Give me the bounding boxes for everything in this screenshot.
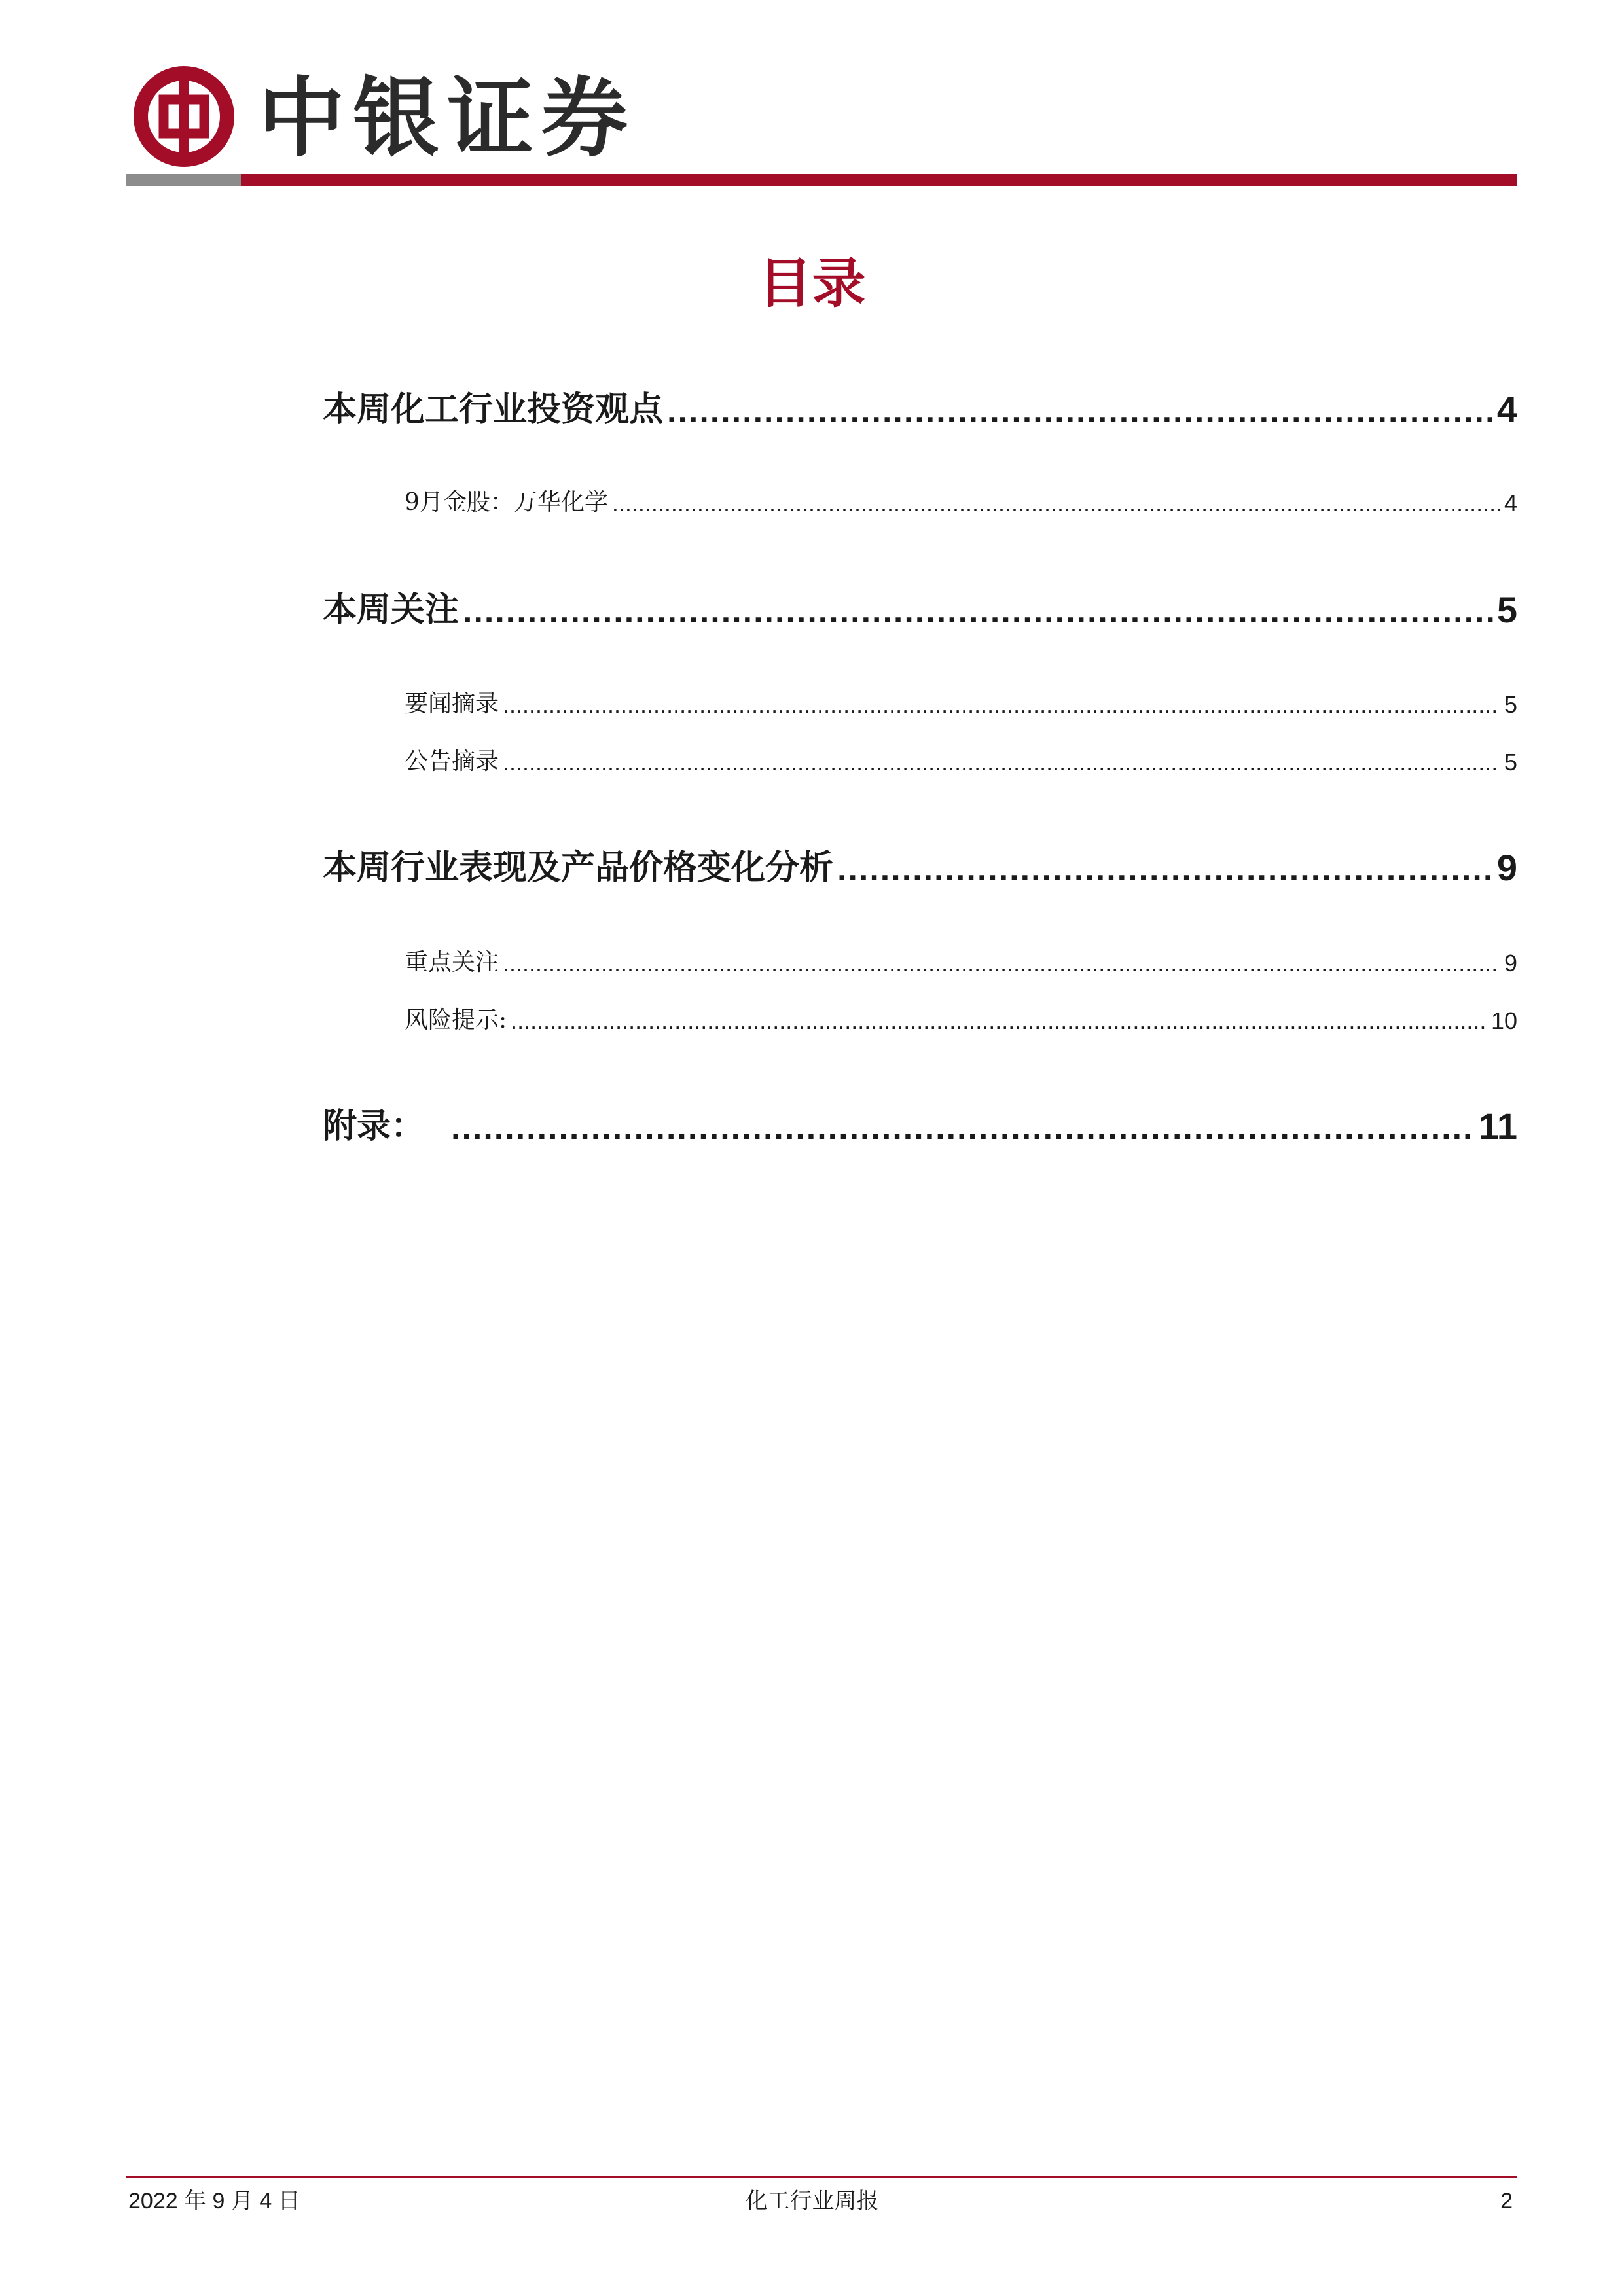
toc-entry[interactable] — [323, 836, 1517, 889]
toc-entry-label: 本周化工行业投资观点 — [323, 389, 664, 429]
toc-entry-page: 4 — [1496, 389, 1517, 430]
toc-entry-label: 9月金股：万华化学 — [405, 489, 608, 516]
brand-name: 中银证券 — [259, 68, 636, 169]
toc-leader — [503, 950, 1500, 977]
toc-entry-label: 本周关注 — [323, 590, 460, 630]
toc-title: 目录 — [758, 252, 866, 315]
toc-leader — [612, 490, 1500, 517]
toc-leader — [503, 749, 1500, 776]
toc-entry[interactable] — [405, 686, 1517, 719]
toc-leader — [837, 850, 1493, 889]
toc-leader — [511, 1007, 1487, 1035]
header-divider-red — [241, 174, 1517, 186]
toc-entry-page: 10 — [1490, 1007, 1517, 1034]
logo — [133, 65, 235, 168]
toc-entry-page: 9 — [1496, 847, 1517, 888]
toc-entry-label: 附录： — [323, 1106, 425, 1146]
toc-entry[interactable] — [323, 1095, 1517, 1147]
toc-entry[interactable] — [405, 484, 1517, 517]
toc-leader — [667, 391, 1493, 431]
toc-entry[interactable] — [405, 944, 1517, 977]
footer-report-name: 化工行业周报 — [745, 2188, 879, 2214]
header-divider-grey — [126, 174, 241, 186]
toc-leader — [463, 592, 1493, 631]
toc-entry-label: 本周行业表现及产品价格变化分析 — [323, 848, 834, 888]
toc-entry[interactable] — [323, 579, 1517, 631]
toc-entry[interactable] — [405, 1002, 1517, 1035]
footer-divider — [126, 2176, 1517, 2178]
toc-entry-label: 重点关注 — [405, 949, 499, 976]
toc-entry[interactable] — [323, 378, 1517, 431]
toc-entry-page: 11 — [1478, 1105, 1517, 1147]
footer-date: 2022 年 9 月 4 日 — [128, 2189, 300, 2214]
toc-entry[interactable] — [405, 744, 1517, 776]
footer-page-number: 2 — [1500, 2189, 1513, 2214]
toc-entry-page: 5 — [1496, 589, 1517, 630]
toc-entry-page: 5 — [1504, 691, 1517, 718]
toc-entry-page: 5 — [1504, 749, 1517, 776]
toc-entry-label: 风险提示: — [405, 1007, 507, 1033]
toc-leader — [451, 1108, 1475, 1147]
bank-of-china-logo-icon — [133, 65, 235, 168]
toc-entry-label: 要闻摘录 — [405, 691, 499, 717]
toc-leader — [503, 691, 1500, 719]
toc-entry-label: 公告摘录 — [405, 748, 499, 775]
toc-entry-page: 9 — [1504, 950, 1517, 977]
toc-entry-page: 4 — [1504, 490, 1517, 516]
